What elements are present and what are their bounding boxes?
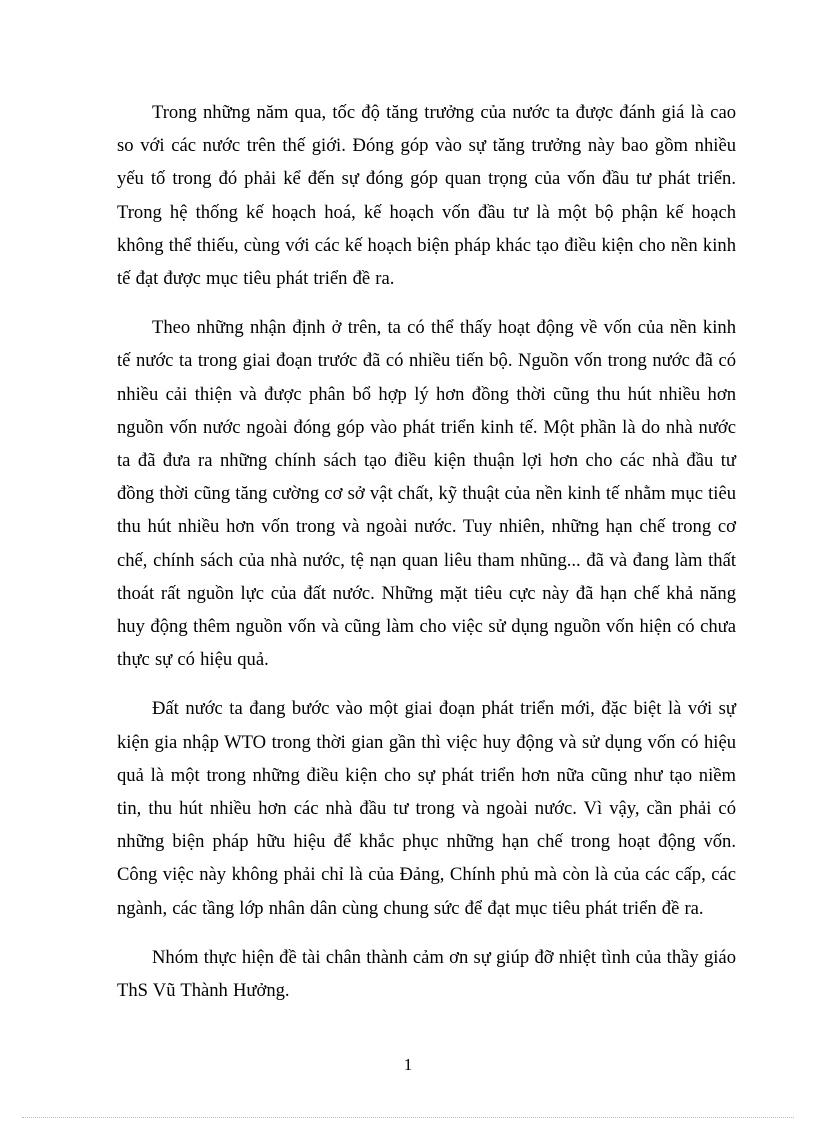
paragraph-3: Đất nước ta đang bước vào một giai đoạn phát triển mới, đặc biệt là với sự kiện gia nhập WTO trong thời gian gần thì việc huy động và sử dụng vốn có hiệu quả là một trong những điều kiện cho sự phát triển hơn nữa cũng như tạo niềm tin, thu hút nhiều hơn các nhà đầu tư trong và ngoài nước. Vì vậy, cần phải có những biện pháp hữu hiệu để khắc phục những hạn chế trong hoạt động vốn. Công việc này không phải chỉ là của Đảng, Chính phủ mà còn là của các cấp, các ngành, các tầng lớp nhân dân cùng chung sức để đạt mục tiêu phát triển đề ra. <box>117 698 736 919</box>
paragraph-1: Trong những năm qua, tốc độ tăng trưởng của nước ta được đánh giá là cao so với các nước trên thế giới. Đóng góp vào sự tăng trưởng này bao gồm nhiều yếu tố trong đó phải kể đến sự đóng góp quan trọng của vốn đầu tư phát triển. Trong hệ thống kế hoạch hoá, kế hoạch vốn đầu tư là một bộ phận kế hoạch không thể thiếu, cùng với các kế hoạch biện pháp khác tạo điều kiện cho nền kinh tế đạt được mục tiêu phát triển đề ra. <box>117 102 736 290</box>
page-number: 1 <box>403 1055 413 1074</box>
paragraph-4: Nhóm thực hiện đề tài chân thành cảm ơn sự giúp đỡ nhiệt tình của thầy giáo ThS Vũ Thành Hưởng. <box>117 946 736 1002</box>
document-body <box>117 96 736 1023</box>
paragraph-2: Theo những nhận định ở trên, ta có thể thấy hoạt động về vốn của nền kinh tế nước ta trong giai đoạn trước đã có nhiều tiến bộ. Nguồn vốn trong nước đã có nhiều cải thiện và được phân bổ hợp lý hơn đồng thời cũng thu hút nhiều hơn nguồn vốn nước ngoài đóng góp vào phát triển kinh tế. Một phần là do nhà nước ta đã đưa ra những chính sách tạo điều kiện thuận lợi hơn cho các nhà đầu tư đồng thời cũng tăng cường cơ sở vật chất, kỹ thuật của nền kinh tế nhằm mục tiêu thu hút nhiều hơn vốn trong và ngoài nước. Tuy nhiên, những hạn chế trong cơ chế, chính sách của nhà nước, tệ nạn quan liêu tham nhũng... đã và đang làm thất thoát rất nguồn lực của đất nước. Những mặt tiêu cực này đã hạn chế khả năng huy động thêm nguồn vốn và cũng làm cho việc sử dụng nguồn vốn hiện có chưa thực sự có hiệu quả. <box>117 317 736 671</box>
page-bottom-divider <box>22 1117 794 1118</box>
